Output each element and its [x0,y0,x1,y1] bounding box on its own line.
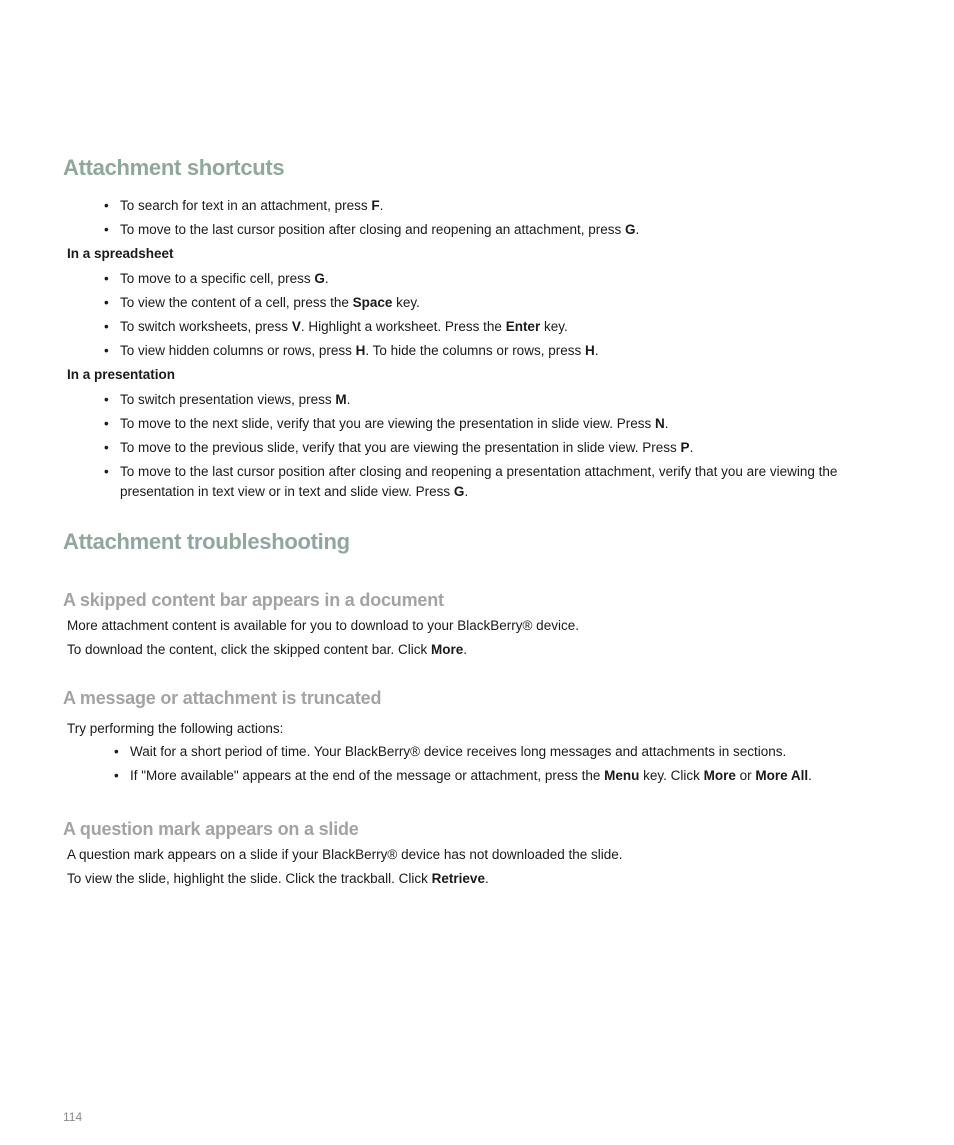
subsection-title-question-mark: A question mark appears on a slide [63,819,359,839]
truncated-intro: Try performing the following actions: [67,721,284,736]
list-item: • To switch worksheets, press V. Highlight a worksheet. Press the Enter key. [104,319,568,334]
question-line-1: A question mark appears on a slide if your BlackBerry® device has not downloaded the slide. [67,847,623,862]
list-item: • To switch presentation views, press M. [104,392,351,407]
question-line-2: To view the slide, highlight the slide. Click the trackball. Click Retrieve. [67,871,489,886]
section-title-attachment-troubleshooting: Attachment troubleshooting [63,529,350,554]
list-item: • If "More available" appears at the end of the message or attachment, press the Menu key. Click More or More All. [114,768,812,783]
list-item: • To move to a specific cell, press G. [104,271,329,286]
list-item: • To move to the next slide, verify that you are viewing the presentation in slide view. Press N. [104,416,669,431]
list-item: • Wait for a short period of time. Your BlackBerry® device receives long messages and attachments in sections. [114,744,787,759]
list-item: • To search for text in an attachment, press F. [104,198,384,213]
list-item: • To move to the last cursor position after closing and reopening a presentation attachment, verify that you are viewing the presentation in text view or in text and slide view. Press G. [104,464,838,499]
page-number: 114 [63,1110,83,1124]
spreadsheet-heading: In a spreadsheet [67,246,174,261]
presentation-heading: In a presentation [67,367,176,382]
list-item: • To move to the last cursor position after closing and reopening an attachment, press G. [104,222,640,237]
list-item: • To view the content of a cell, press the Space key. [104,295,420,310]
skipped-line-2: To download the content, click the skipped content bar. Click More. [67,642,467,657]
list-item: • To view hidden columns or rows, press H. To hide the columns or rows, press H. [104,343,599,358]
subsection-title-skipped-content: A skipped content bar appears in a document [63,590,444,610]
skipped-line-1: More attachment content is available for you to download to your BlackBerry® device. [67,618,579,633]
subsection-title-truncated: A message or attachment is truncated [63,688,382,708]
section-title-attachment-shortcuts: Attachment shortcuts [63,155,285,180]
list-item: • To move to the previous slide, verify that you are viewing the presentation in slide view. Press P. [104,440,694,455]
